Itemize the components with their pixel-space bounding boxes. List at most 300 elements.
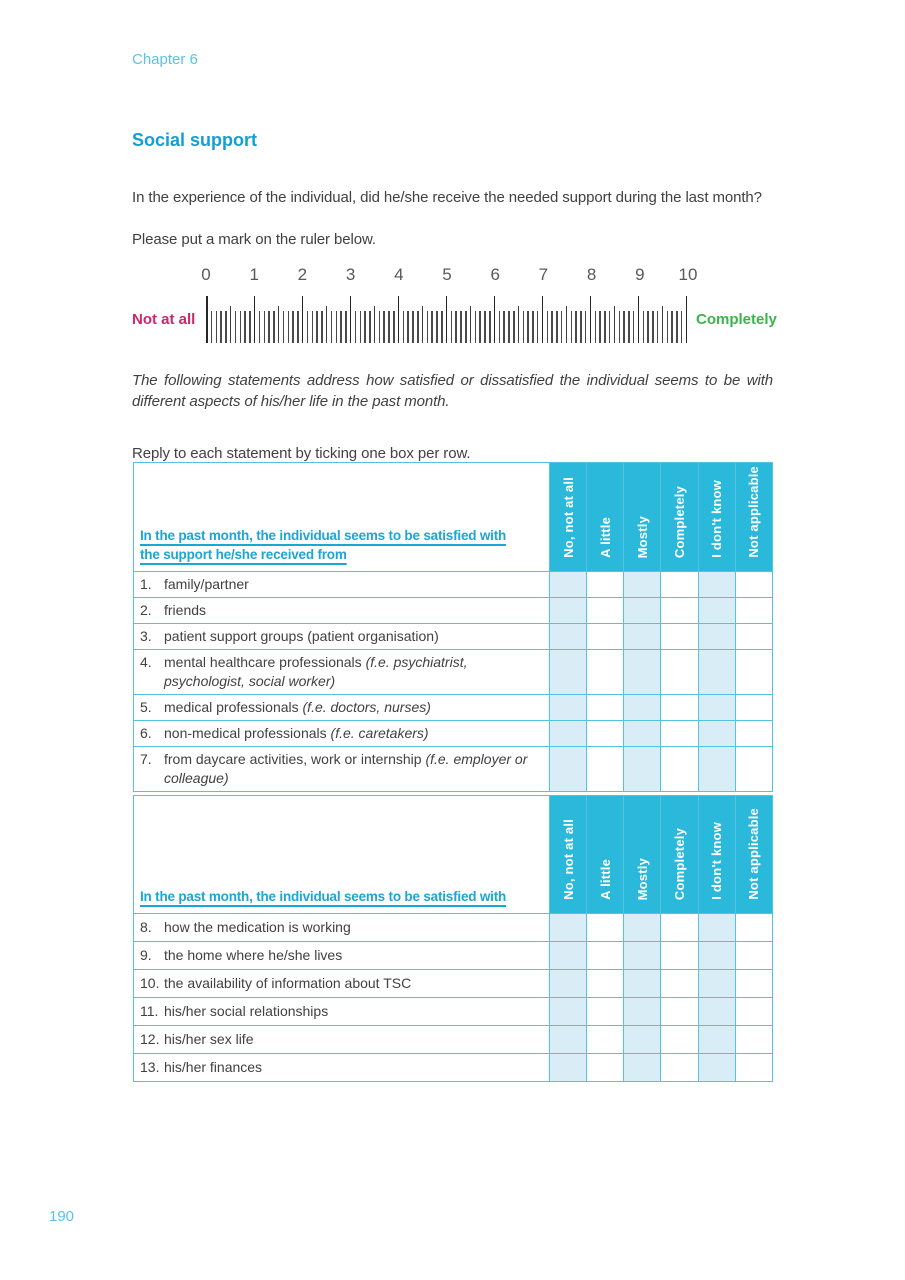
column-header	[624, 463, 661, 572]
ruler-number: 7	[538, 265, 549, 284]
ruler-tick	[523, 311, 525, 343]
ruler-number: 2	[297, 265, 308, 284]
tick-box[interactable]	[624, 721, 661, 747]
tick-box[interactable]	[624, 695, 661, 721]
tick-box[interactable]	[624, 624, 661, 650]
tick-box[interactable]	[624, 1054, 661, 1082]
ruler-tick	[455, 311, 457, 343]
statement-label: friends	[164, 602, 207, 618]
table-title-line: In the past month, the individual seems to be satisfied with	[140, 889, 507, 904]
column-header-label: A little	[597, 517, 613, 558]
column-header	[550, 796, 587, 914]
statement-label-italic: (f.e. doctors, nurses)	[302, 699, 431, 715]
statement-cell	[134, 650, 550, 695]
ruler-tick	[264, 311, 266, 343]
table-title-line: the support he/she received from	[140, 547, 347, 562]
ruler-tick	[288, 311, 290, 343]
ruler-tick	[422, 306, 424, 343]
ruler-tick	[657, 311, 659, 343]
tick-box[interactable]	[550, 695, 587, 721]
table-row	[134, 1026, 773, 1054]
ruler-tick	[268, 311, 270, 343]
statement-text	[140, 946, 541, 965]
ruler-tick	[369, 311, 371, 343]
statement-label: his/her finances	[164, 1059, 263, 1075]
ruler-tick	[628, 311, 630, 343]
statement-text	[140, 918, 541, 937]
ruler-tick	[494, 296, 496, 343]
statement-cell	[134, 998, 550, 1026]
ruler-tick	[220, 311, 222, 343]
statement-label-italic: (f.e. psychiatrist, psychologist, social worker)	[164, 654, 468, 689]
ruler-tick	[206, 296, 208, 343]
ruler-tick	[513, 311, 515, 343]
ruler-tick	[647, 311, 649, 343]
tick-box[interactable]	[735, 598, 772, 624]
ruler-tick	[475, 311, 477, 343]
statement-label-italic: (f.e. caretakers)	[330, 725, 429, 741]
statement-cell	[134, 721, 550, 747]
tick-box[interactable]	[735, 747, 772, 792]
statement-cell	[134, 598, 550, 624]
table-row	[134, 998, 773, 1026]
ruler-tick	[355, 311, 357, 343]
ruler-tick	[561, 311, 563, 343]
ruler-tick	[537, 311, 539, 343]
ruler-tick	[667, 311, 669, 343]
column-header	[587, 463, 624, 572]
statement-text	[140, 724, 541, 743]
ruler-tick	[551, 311, 553, 343]
ruler-tick	[244, 311, 246, 343]
table-row	[134, 624, 773, 650]
ruler-tick	[542, 296, 544, 343]
ruler-tick	[465, 311, 467, 343]
ruler-number: 10	[678, 265, 698, 284]
statement-cell	[134, 695, 550, 721]
table-row	[134, 747, 773, 792]
statement-number: 4.	[140, 654, 152, 670]
tick-box[interactable]	[698, 1054, 735, 1082]
ruler-number: 4	[394, 265, 404, 284]
ruler-tick	[230, 306, 232, 343]
tick-box[interactable]	[587, 695, 624, 721]
tick-box[interactable]	[698, 721, 735, 747]
ruler-number: 3	[345, 265, 356, 284]
statement-number: 5.	[140, 699, 152, 715]
ruler-tick	[259, 311, 261, 343]
ruler-tick	[331, 311, 333, 343]
statement-cell	[134, 970, 550, 998]
ruler-tick	[297, 311, 299, 343]
ruler-tick	[307, 311, 309, 343]
column-header-label: Mostly	[634, 857, 650, 900]
tick-box[interactable]	[661, 695, 698, 721]
tick-box[interactable]	[698, 914, 735, 942]
tick-box[interactable]	[587, 1026, 624, 1054]
tick-box[interactable]	[624, 598, 661, 624]
statement-label: from daycare activities, work or internship (f.e. employer or colleague)	[164, 751, 528, 786]
ruler-tick	[412, 311, 414, 343]
tick-box[interactable]	[624, 650, 661, 695]
satisfaction-table-2	[133, 795, 773, 1082]
tick-box[interactable]	[587, 1054, 624, 1082]
tick-box[interactable]	[698, 942, 735, 970]
page-number: 190	[49, 1208, 75, 1225]
tick-box[interactable]	[550, 650, 587, 695]
ruler-tick	[484, 311, 486, 343]
statement-text	[140, 627, 541, 646]
tick-box[interactable]	[661, 1054, 698, 1082]
statement-text	[140, 575, 541, 594]
column-header-label: Completely	[672, 485, 688, 558]
ruler-tick	[240, 311, 242, 343]
ruler-tick	[283, 311, 285, 343]
tick-box[interactable]	[735, 721, 772, 747]
ruler-tick	[623, 311, 625, 343]
statement-label-italic: (f.e. employer or colleague)	[164, 751, 528, 786]
tick-box[interactable]	[661, 998, 698, 1026]
ruler-tick	[407, 311, 409, 343]
ruler-tick	[566, 306, 568, 343]
tick-box[interactable]	[698, 695, 735, 721]
statement-label: patient support groups (patient organisation)	[164, 628, 439, 644]
column-header-label: Not applicable	[746, 808, 762, 900]
tick-box[interactable]	[587, 998, 624, 1026]
tick-box[interactable]	[661, 721, 698, 747]
ruler-tick	[580, 311, 582, 343]
statement-cell	[134, 942, 550, 970]
tick-box[interactable]	[587, 721, 624, 747]
ruler-tick	[398, 296, 400, 343]
statement-number: 13.	[140, 1059, 160, 1075]
table-row	[134, 572, 773, 598]
column-header-label: No, not at all	[560, 819, 576, 900]
tick-box[interactable]	[587, 970, 624, 998]
tick-box[interactable]	[661, 624, 698, 650]
statement-label: mental healthcare professionals (f.e. psychiatrist, psychologist, social worker)	[164, 654, 468, 689]
tick-box[interactable]	[735, 695, 772, 721]
satisfaction-tables	[133, 462, 773, 1085]
section-title: Social support	[132, 130, 258, 150]
ruler-tick	[638, 296, 640, 343]
statement-number: 1.	[140, 576, 152, 592]
column-header	[698, 796, 735, 914]
statement-text	[140, 1058, 541, 1077]
table-row	[134, 970, 773, 998]
table-row	[134, 914, 773, 942]
tick-box[interactable]	[587, 650, 624, 695]
tick-box[interactable]	[698, 624, 735, 650]
statement-label: medical professionals (f.e. doctors, nurses)	[164, 699, 431, 715]
ruler-number: 5	[442, 265, 452, 284]
statement-cell	[134, 747, 550, 792]
tick-box[interactable]	[698, 572, 735, 598]
column-header	[550, 463, 587, 572]
column-header	[735, 796, 772, 914]
statement-label: the home where he/she lives	[164, 947, 343, 963]
ruler-tick	[503, 311, 505, 343]
tick-box[interactable]	[550, 721, 587, 747]
tick-box[interactable]	[624, 970, 661, 998]
tick-box[interactable]	[661, 970, 698, 998]
table-title-line: In the past month, the individual seems to be satisfied with	[140, 528, 507, 543]
tick-box[interactable]	[587, 624, 624, 650]
ruler-number: 8	[586, 265, 597, 284]
tick-box[interactable]	[661, 914, 698, 942]
tick-box[interactable]	[735, 1054, 772, 1082]
tick-box[interactable]	[735, 624, 772, 650]
tick-box[interactable]	[735, 1026, 772, 1054]
intro-question: In the experience of the individual, did he/she receive the needed support during the last month?	[132, 189, 762, 206]
column-header-label: I don't know	[709, 822, 725, 900]
ruler-tick	[360, 311, 362, 343]
statement-number: 3.	[140, 628, 152, 644]
column-header	[735, 463, 772, 572]
analog-ruler[interactable]	[206, 296, 688, 343]
statements-note: The following statements address how satisfied or dissatisfied the individual seems to be with different aspects of his/her life in the past month.	[132, 372, 773, 410]
column-header-label: I don't know	[709, 480, 725, 558]
tick-box[interactable]	[550, 970, 587, 998]
ruler-tick	[604, 311, 606, 343]
tick-box[interactable]	[735, 942, 772, 970]
column-header-label: No, not at all	[560, 477, 576, 558]
table-row	[134, 1054, 773, 1082]
ruler-tick	[547, 311, 549, 343]
ruler-tick	[614, 306, 616, 343]
ruler-tick	[403, 311, 405, 343]
ruler-min-label: Not at all	[132, 311, 196, 328]
tick-box[interactable]	[698, 747, 735, 792]
tick-box[interactable]	[735, 998, 772, 1026]
tick-box[interactable]	[550, 1054, 587, 1082]
tick-box[interactable]	[735, 572, 772, 598]
column-header-label: A little	[597, 859, 613, 900]
ruler-number: 0	[201, 265, 211, 284]
ruler-tick	[350, 296, 352, 343]
statement-number: 2.	[140, 602, 152, 618]
statement-text	[140, 1002, 541, 1021]
tick-box[interactable]	[550, 598, 587, 624]
column-header-label: Completely	[672, 827, 688, 900]
tick-box[interactable]	[624, 998, 661, 1026]
statement-text	[140, 601, 541, 620]
statement-cell	[134, 1026, 550, 1054]
tick-box[interactable]	[735, 914, 772, 942]
tick-box[interactable]	[587, 598, 624, 624]
ruler-tick	[441, 311, 443, 343]
chapter-heading: Chapter 6	[132, 51, 198, 68]
ruler-tick	[671, 311, 673, 343]
ruler-tick	[216, 311, 218, 343]
statement-cell	[134, 1054, 550, 1082]
statement-number: 9.	[140, 947, 152, 963]
ruler-number-scale	[201, 265, 698, 289]
ruler-tick	[599, 311, 601, 343]
ruler-tick	[681, 311, 683, 343]
table-header-row	[134, 463, 773, 572]
tick-box[interactable]	[587, 942, 624, 970]
column-header	[698, 463, 735, 572]
tick-box[interactable]	[550, 1026, 587, 1054]
ruler-tick	[316, 311, 318, 343]
table-row	[134, 598, 773, 624]
tick-box[interactable]	[624, 1026, 661, 1054]
ruler-tick	[235, 311, 237, 343]
ruler-tick	[383, 311, 385, 343]
ruler-tick	[451, 311, 453, 343]
ruler-tick	[446, 296, 448, 343]
table-header-row	[134, 796, 773, 914]
statement-number: 7.	[140, 751, 152, 767]
ruler-tick	[431, 311, 433, 343]
ruler-tick	[326, 306, 328, 343]
ruler-tick	[345, 311, 347, 343]
ruler-instruction: Please put a mark on the ruler below.	[132, 231, 376, 248]
tick-box[interactable]	[550, 942, 587, 970]
tick-box[interactable]	[661, 942, 698, 970]
ruler-number: 1	[249, 265, 259, 284]
ruler-tick	[633, 311, 635, 343]
ruler-tick	[609, 311, 611, 343]
ruler-tick	[585, 311, 587, 343]
table-row	[134, 721, 773, 747]
ruler-tick	[508, 311, 510, 343]
tick-box[interactable]	[550, 998, 587, 1026]
ruler-tick	[374, 306, 376, 343]
statement-label: the availability of information about TSC	[164, 975, 412, 991]
column-header	[624, 796, 661, 914]
satisfaction-table-1	[133, 462, 773, 792]
ruler-tick	[278, 306, 280, 343]
table-title-cell	[134, 463, 550, 572]
statement-number: 8.	[140, 919, 152, 935]
statement-number: 6.	[140, 725, 152, 741]
ruler-tick	[686, 296, 688, 343]
table-row	[134, 650, 773, 695]
ruler-tick	[460, 311, 462, 343]
statement-label: his/her social relationships	[164, 1003, 329, 1019]
statement-label: how the medication is working	[164, 919, 351, 935]
ruler-tick	[254, 296, 256, 343]
statement-label: family/partner	[164, 576, 249, 592]
tick-box[interactable]	[735, 970, 772, 998]
ruler-tick	[249, 311, 251, 343]
ruler-tick	[312, 311, 314, 343]
tick-box[interactable]	[698, 970, 735, 998]
statement-cell	[134, 572, 550, 598]
ruler-tick	[340, 311, 342, 343]
ruler-tick	[595, 311, 597, 343]
statement-number: 12.	[140, 1031, 160, 1047]
column-header-label: Mostly	[634, 515, 650, 558]
ruler-tick	[436, 311, 438, 343]
tick-box[interactable]	[661, 572, 698, 598]
ruler-tick	[273, 311, 275, 343]
tick-box[interactable]	[624, 914, 661, 942]
ruler-tick	[518, 306, 520, 343]
tick-box[interactable]	[661, 650, 698, 695]
tick-box[interactable]	[661, 747, 698, 792]
statement-number: 11.	[140, 1003, 159, 1019]
reply-instruction: Reply to each statement by ticking one box per row.	[132, 445, 471, 462]
tick-box[interactable]	[624, 747, 661, 792]
ruler-tick	[676, 311, 678, 343]
ruler-tick	[479, 311, 481, 343]
statement-label: non-medical professionals (f.e. caretakers)	[164, 725, 429, 741]
ruler-tick	[302, 296, 304, 343]
column-header	[661, 796, 698, 914]
tick-box[interactable]	[698, 650, 735, 695]
tick-box[interactable]	[661, 598, 698, 624]
ruler-max-label: Completely	[696, 311, 777, 328]
ruler-tick	[292, 311, 294, 343]
ruler-tick	[619, 311, 621, 343]
tick-box[interactable]	[735, 650, 772, 695]
ruler-tick	[652, 311, 654, 343]
ruler-tick	[417, 311, 419, 343]
ruler-tick	[379, 311, 381, 343]
tick-box[interactable]	[698, 1026, 735, 1054]
tick-box[interactable]	[550, 914, 587, 942]
ruler-number: 6	[490, 265, 500, 284]
statement-text	[140, 1030, 541, 1049]
statement-label: his/her sex life	[164, 1031, 254, 1047]
tick-box[interactable]	[698, 598, 735, 624]
statement-text	[140, 750, 541, 788]
table-row	[134, 942, 773, 970]
ruler-tick	[662, 306, 664, 343]
ruler-tick	[571, 311, 573, 343]
ruler-tick	[643, 311, 645, 343]
ruler-tick	[470, 306, 472, 343]
table-title-cell	[134, 796, 550, 914]
tick-box[interactable]	[587, 572, 624, 598]
ruler-tick	[532, 311, 534, 343]
ruler-tick	[211, 311, 213, 343]
tick-box[interactable]	[624, 942, 661, 970]
ruler-tick	[575, 311, 577, 343]
tick-box[interactable]	[698, 998, 735, 1026]
ruler-tick	[590, 296, 592, 343]
ruler-tick	[527, 311, 529, 343]
statement-text	[140, 974, 541, 993]
ruler-tick	[556, 311, 558, 343]
tick-box[interactable]	[587, 747, 624, 792]
tick-box[interactable]	[661, 1026, 698, 1054]
statement-number: 10.	[140, 975, 160, 991]
ruler-tick	[489, 311, 491, 343]
statement-text	[140, 698, 541, 717]
ruler-tick	[225, 311, 227, 343]
ruler-tick	[427, 311, 429, 343]
column-header	[661, 463, 698, 572]
tick-box[interactable]	[550, 572, 587, 598]
tick-box[interactable]	[550, 624, 587, 650]
ruler-tick	[388, 311, 390, 343]
tick-box[interactable]	[624, 572, 661, 598]
ruler-tick	[393, 311, 395, 343]
tick-box[interactable]	[587, 914, 624, 942]
ruler-number: 9	[635, 265, 645, 284]
statement-cell	[134, 914, 550, 942]
statement-text	[140, 653, 541, 691]
ruler-tick	[364, 311, 366, 343]
table-row	[134, 695, 773, 721]
ruler-tick	[336, 311, 338, 343]
ruler-tick	[499, 311, 501, 343]
tick-box[interactable]	[550, 747, 587, 792]
